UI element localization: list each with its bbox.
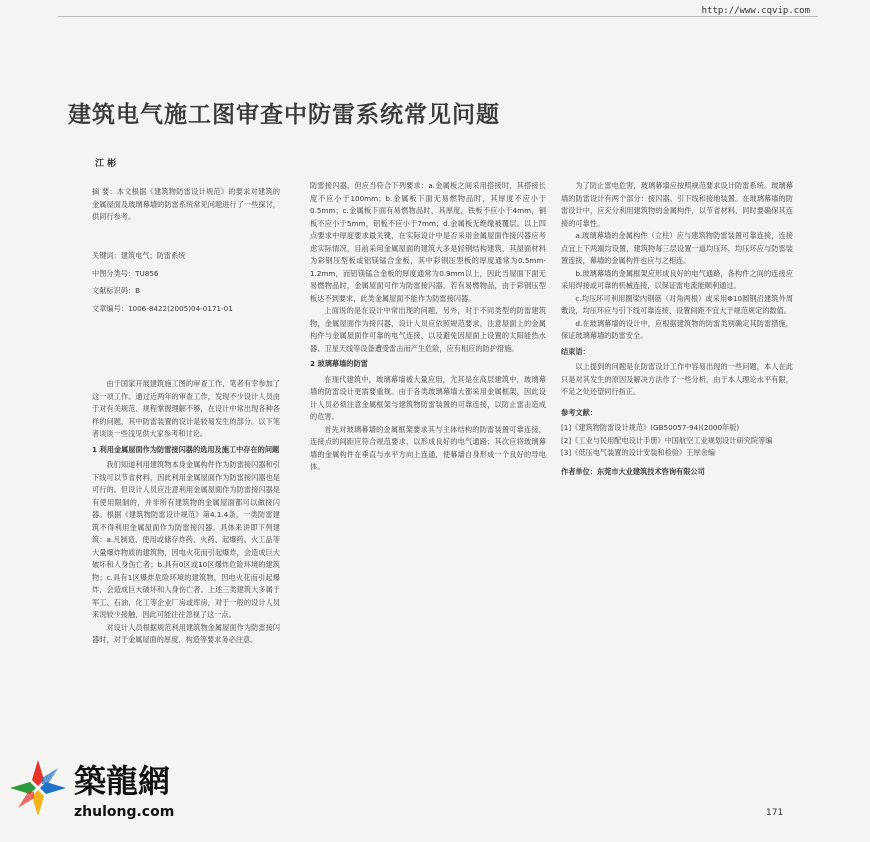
conclusion-paragraph: 以上提到的问题是在防雷设计工作中容易出现的一些问题，本人在此只是对其发生的原因及解决方法作了一些分析，由于本人理论水平有限，不足之处还望同行指正。	[561, 362, 793, 396]
references-heading: 参考文献：	[561, 407, 597, 417]
article-author: 江 彬	[95, 159, 117, 169]
paragraph: 首先对玻璃幕墙的金属框架要求其与主体结构的防雷装置可靠连接，连接点的间距应符合规范要求，以形成良好的电气通路；其次应将玻璃幕墙的金属构件在垂直与水平方向上连通，使幕墙自身形成一个良好的导电体。	[310, 424, 546, 471]
reference-item: [2]《工业与民用配电设计手册》中国航空工业规划设计研究院等编	[561, 435, 773, 445]
abstract	[92, 186, 280, 224]
section-2-heading: 2 玻璃幕墙的防雷	[310, 359, 368, 368]
reference-item: [3]《低压电气装置的设计安装和检验》王厚余编	[561, 448, 715, 457]
article-title: 建筑电气施工图审查中防雷系统常见问题	[68, 101, 500, 128]
body-column-2	[310, 180, 546, 740]
zhulong-logo-icon	[8, 758, 68, 818]
zhulong-watermark	[8, 752, 198, 834]
paragraph: 为了防止雷电危害，玻璃幕墙应按照规范要求设计防雷系统。玻璃幕墙的防雷设计有两个部分：接闪器、引下线和接地装置。在玻璃幕墙的防雷设计中，应充分利用建筑物的金属构件，以节省材料，同时要确保其连接的可靠性。	[561, 181, 793, 228]
section-1-heading: 1 利用金属屋面作为防雷接闪器的选用及施工中存在的问题	[92, 444, 280, 454]
article-meta	[92, 250, 280, 320]
page-number: 171	[766, 808, 784, 818]
paragraph: 防雷接闪器，但应当符合下列要求：a.金属板之间采用搭接时，其搭接长度不应小于100mm；b.金属板下面无易燃物品时，其厚度不应小于0.5mm；c.金属板下面有易燃物品时，其厚度，铁板不应小于4mm，铜板不应小于5mm，铝板不应小于7mm；d.金属板无绝缘被覆层。以上四点要求中厚度要求最关键，在实际设计中是否采用金属屋面作接闪器应考虑实际情况，目前采用金属屋面的建筑大多是轻钢结构建筑，其屋面材料为彩钢压型板或铝镁锰合金板，其中彩钢压型板的厚度通常为0.5mm-1.2mm，而铝镁锰合金板的厚度通常为0.9mm以上，因此当屋面下面无易燃物品时，金属屋面可作为防雷接闪器，若有易燃物品，由于彩钢压型板达不到要求，此类金属屋面不能作为防雷接闪器。	[310, 181, 546, 303]
paragraph: c.均压环可利用圈梁内钢筋（对角两根）或采用Φ10圆钢沿建筑外周敷设，均压环应与引下线可靠连接，设置间距不宜大于规范规定的数值。	[561, 293, 793, 315]
paragraph: d.在玻璃幕墙的设计中，应根据建筑物的防雷类别确定其防雷措施，保证玻璃幕墙的防雷安全。	[561, 318, 793, 340]
clc-number: 中图分类号：TU856	[92, 268, 159, 278]
keywords: 关键词：建筑电气；防雷系统	[92, 251, 186, 260]
reference-item: [1]《建筑物防雷设计规范》(GB50057-94)(2000年版)	[561, 423, 740, 432]
paragraph: 在现代建筑中，玻璃幕墙被大量应用，尤其是在高层建筑中，玻璃幕墙的防雷设计更需要重视。由于各类玻璃幕墙大都采用金属框架，因此设计人员必须注意金属框架与建筑物防雷装置的可靠连接，以防止雷击造成的危害。	[310, 374, 546, 421]
paragraph: 我们知道利用建筑物本身金属构件作为防雷接闪器和引下线可以节省材料，因此利用金属屋面作为防雷接闪器也是可行的。但设计人员应注意利用金属屋面作为防雷接闪器是有使用限制的，并非所有建筑物的金属屋面都可以做接闪器。根据《建筑物防雷设计规范》第4.1.4条，一类防雷建筑不得利用金属屋面作为防雷接闪器。具体来讲即下列建筑：a.凡制造、使用或储存炸药、火药、起爆药、火工品等大量爆炸物质的建筑物，因电火花而引起爆炸，会造成巨大破坏和人身伤亡者；b.具有0区或10区爆炸危险环境的建筑物；c.具有1区爆炸危险环境的建筑物，因电火花而引起爆炸，会造成巨大破坏和人身伤亡者。上述三类建筑大多属于军工、石油、化工等企业厂房或库房，对于一般的设计人员来说较少接触，因此可能往往忽视了这一点。	[92, 460, 280, 619]
author-affiliation: 作者单位：东莞市大业建筑技术咨询有限公司	[561, 466, 705, 476]
paragraph: 对设计人员根据规范利用建筑物金属屋面作为防雷接闪器时，对于金属屋面的厚度、构造等要求务必注意。	[92, 622, 280, 644]
body-column-1	[92, 378, 280, 778]
header-rule	[58, 16, 818, 17]
document-code: 文献标识码：B	[92, 286, 141, 295]
intro-paragraph: 由于国家开展建筑施工图的审查工作，笔者有幸参加了这一项工作。通过近两年的审查工作，发现不少设计人员由于对有关规范、规程掌握理解不够，在设计中常出现各种各样的问题，其中防雷装置的设计是较易发生的部分。以下笔者谈谈一些浅见供大家参考和讨论。	[92, 379, 280, 438]
article-number: 文章编号：1006-8422(2005)04-0171-01	[92, 303, 233, 313]
body-column-3	[561, 180, 793, 740]
conclusion-heading: 结束语：	[561, 346, 590, 356]
watermark-english: zhulong.com	[74, 804, 175, 820]
paragraph: b.玻璃幕墙的金属框架应形成良好的电气通路，各构件之间的连接应采用焊接或可靠的机械连接，以保证雷电流能顺利通过。	[561, 268, 793, 290]
abstract-text: 摘 要：本文根据《建筑物防雷设计规范》的要求对建筑的金属屋面及玻璃幕墙的防雷系统常见问题进行了一些探讨，供同行参考。	[92, 187, 280, 221]
source-url: http://www.cqvip.com	[701, 6, 810, 16]
paragraph: a.玻璃幕墙的金属构件（立柱）应与建筑物防雷装置可靠连接，连接点宜上下两端均设置，建筑物每三层设置一道均压环，均压环应与防雷装置连接，幕墙的金属构件也应与之相连。	[561, 231, 793, 265]
watermark-chinese: 築龍網	[74, 762, 171, 800]
paragraph: 上面说的是在设计中常出现的问题，另外，对于不同类型的防雷建筑物，金属屋面作为接闪器，设计人员应依照规范要求，注意屋面上的金属构件与金属屋面作可靠的电气连接，以及避免因屋面上设置的太阳能热水器、卫星天线等设备遭受雷击而产生危险，应有相应的防护措施。	[310, 306, 546, 353]
